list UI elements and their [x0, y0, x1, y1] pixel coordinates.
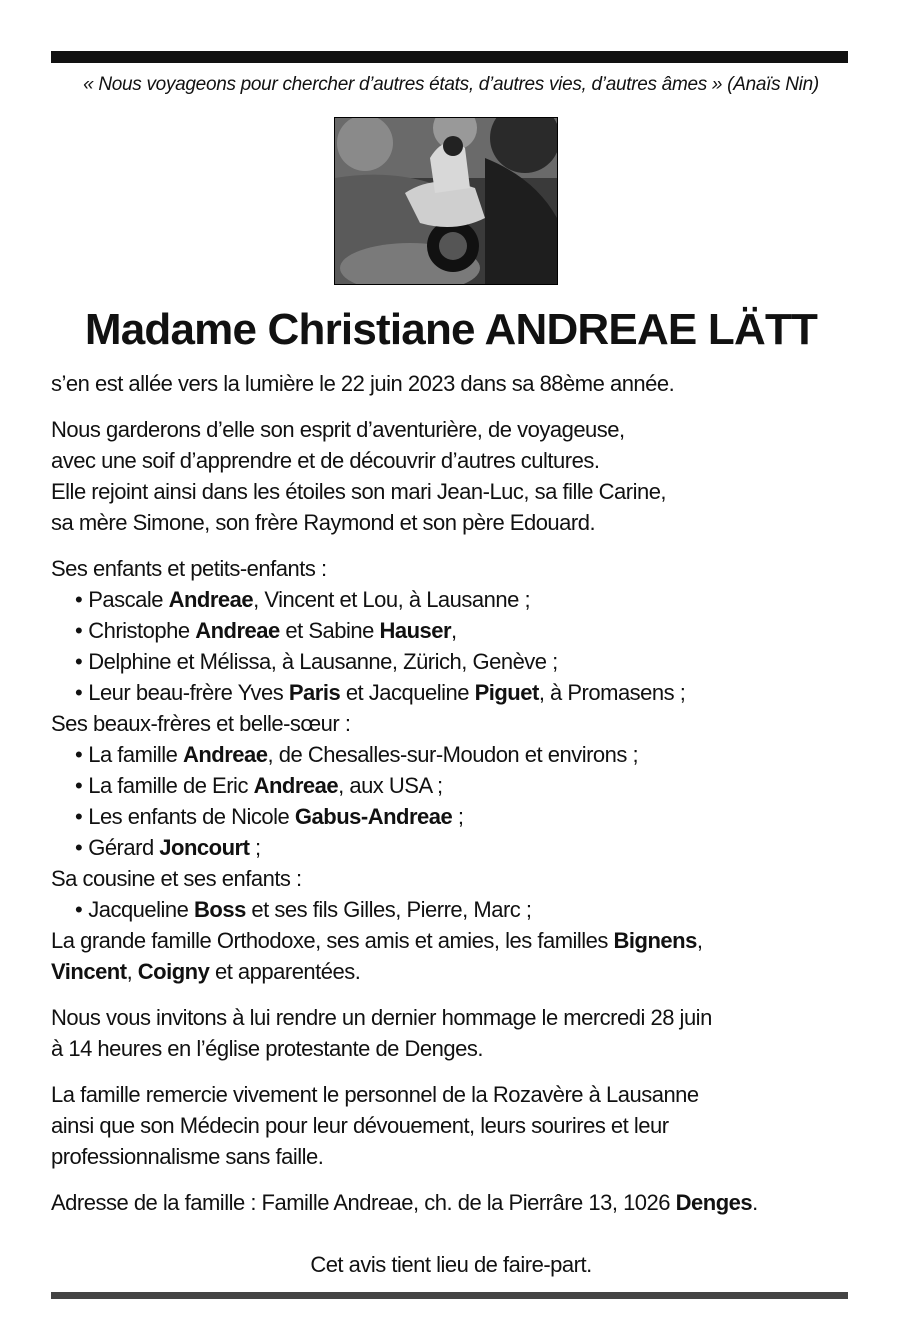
thanks-line: La famille remercie vivement le personnel de la Rozavère à Lausanne	[51, 1082, 699, 1107]
tribute-line: Nous garderons d’elle son esprit d’aventurière, de voyageuse,	[51, 417, 625, 442]
tribute-line: sa mère Simone, son frère Raymond et son père Edouard.	[51, 510, 596, 535]
list-item: • Pascale Andreae, Vincent et Lou, à Lausanne ;	[51, 584, 851, 615]
invite-line: Nous vous invitons à lui rendre un dernier hommage le mercredi 28 juin	[51, 1005, 712, 1030]
family-line: Vincent, Coigny et apparentées.	[51, 959, 361, 984]
list-item: • Leur beau-frère Yves Paris et Jacqueline Piguet, à Promasens ;	[51, 677, 851, 708]
top-rule	[51, 51, 848, 63]
family-address: Adresse de la famille : Famille Andreae, ch. de la Pierrâre 13, 1026 Denges.	[51, 1190, 758, 1215]
list-item: • Christophe Andreae et Sabine Hauser,	[51, 615, 851, 646]
tribute-line: Elle rejoint ainsi dans les étoiles son mari Jean-Luc, sa fille Carine,	[51, 479, 667, 504]
portrait-photo	[334, 117, 558, 285]
closing-note: Cet avis tient lieu de faire-part.	[310, 1252, 592, 1277]
thanks-line: ainsi que son Médecin pour leur dévouement, leurs sourires et leur	[51, 1113, 669, 1138]
invite-line: à 14 heures en l’église protestante de Denges.	[51, 1036, 483, 1061]
intro-line: s’en est allée vers la lumière le 22 juin 2023 dans sa 88ème année.	[51, 371, 675, 396]
list-item: • Gérard Joncourt ;	[51, 832, 851, 863]
list-item: • Delphine et Mélissa, à Lausanne, Zürich, Genève ;	[51, 646, 851, 677]
quote: « Nous voyageons pour chercher d’autres états, d’autres vies, d’autres âmes » (Anaïs Nin)	[83, 74, 819, 95]
list-item: • Jacqueline Boss et ses fils Gilles, Pierre, Marc ;	[51, 894, 851, 925]
inlaws-heading: Ses beaux-frères et belle-sœur :	[51, 711, 351, 736]
list-item: • La famille de Eric Andreae, aux USA ;	[51, 770, 851, 801]
thanks-line: professionnalisme sans faille.	[51, 1144, 324, 1169]
obituary-body	[51, 368, 851, 1218]
list-item: • La famille Andreae, de Chesalles-sur-Moudon et environs ;	[51, 739, 851, 770]
motorcycle-photo	[335, 118, 557, 284]
deceased-name: Madame Christiane ANDREAE LÄTT	[84, 305, 818, 354]
children-heading: Ses enfants et petits-enfants :	[51, 556, 327, 581]
tribute-line: avec une soif d’apprendre et de découvrir d’autres cultures.	[51, 448, 600, 473]
list-item: • Les enfants de Nicole Gabus-Andreae ;	[51, 801, 851, 832]
bottom-rule	[51, 1292, 848, 1299]
family-line: La grande famille Orthodoxe, ses amis et amies, les familles Bignens,	[51, 928, 703, 953]
cousin-heading: Sa cousine et ses enfants :	[51, 866, 302, 891]
